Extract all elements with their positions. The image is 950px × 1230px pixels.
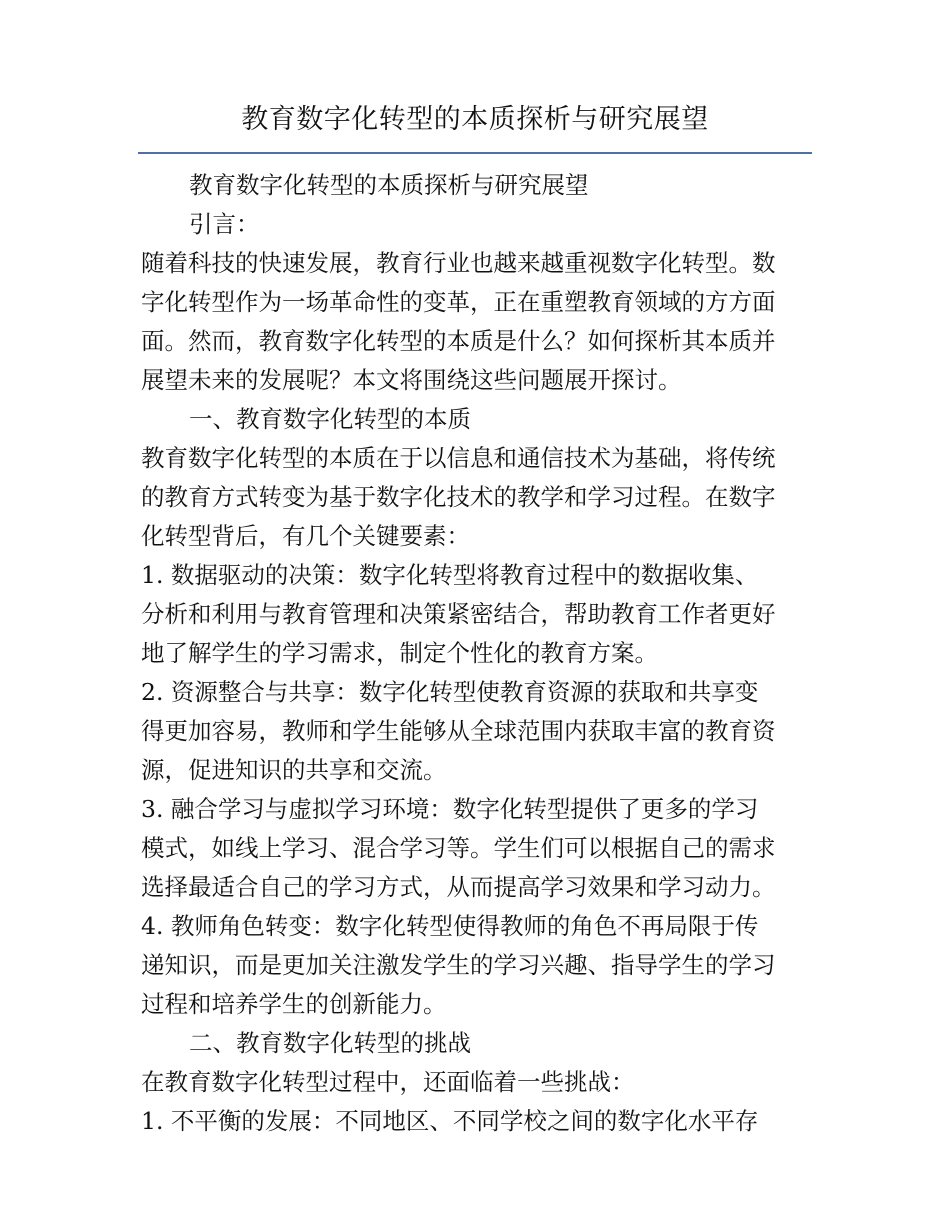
text-line: 4. 教师角色转变：数字化转型使得教师的角色不再局限于传: [141, 912, 759, 940]
text-line: 2. 资源整合与共享：数字化转型使教育资源的获取和共享变: [141, 678, 759, 706]
text-line: 一、教育数字化转型的本质: [189, 405, 471, 433]
text-line: 教育数字化转型的本质在于以信息和通信技术为基础，将传统: [141, 444, 776, 472]
text-line: 递知识，而是更加关注激发学生的学习兴趣、指导学生的学习: [141, 951, 776, 979]
text-line: 教育数字化转型的本质探析与研究展望: [189, 171, 589, 199]
text-line: 在教育数字化转型过程中，还面临着一些挑战：: [141, 1068, 635, 1096]
text-line: 3. 融合学习与虚拟学习环境：数字化转型提供了更多的学习: [141, 795, 759, 823]
document-title: 教育数字化转型的本质探析与研究展望: [241, 104, 709, 135]
text-line: 字化转型作为一场革命性的变革，正在重塑教育领域的方方面: [141, 288, 776, 316]
text-line: 随着科技的快速发展，教育行业也越来越重视数字化转型。数: [141, 249, 776, 277]
text-line: 展望未来的发展呢？本文将围绕这些问题展开探讨。: [141, 366, 682, 394]
text-line: 的教育方式转变为基于数字化技术的教学和学习过程。在数字: [141, 483, 776, 511]
text-line: 1. 不平衡的发展：不同地区、不同学校之间的数字化水平存: [141, 1107, 759, 1135]
text-line: 分析和利用与教育管理和决策紧密结合，帮助教育工作者更好: [141, 600, 776, 628]
text-line: 引言：: [189, 210, 260, 238]
text-line: 过程和培养学生的创新能力。: [141, 990, 447, 1018]
text-line: 模式，如线上学习、混合学习等。学生们可以根据自己的需求: [141, 834, 776, 862]
text-line: 地了解学生的学习需求，制定个性化的教育方案。: [141, 639, 658, 667]
text-line: 二、教育数字化转型的挑战: [189, 1029, 471, 1057]
text-line: 得更加容易，教师和学生能够从全球范围内获取丰富的教育资: [141, 717, 776, 745]
text-line: 源，促进知识的共享和交流。: [141, 756, 447, 784]
document-body: [141, 166, 811, 1141]
text-line: 选择最适合自己的学习方式，从而提高学习效果和学习动力。: [141, 873, 776, 901]
title-divider: [138, 152, 812, 154]
text-line: 化转型背后，有几个关键要素：: [141, 522, 470, 550]
text-line: 1. 数据驱动的决策：数字化转型将教育过程中的数据收集、: [141, 561, 759, 589]
text-line: 面。然而，教育数字化转型的本质是什么？如何探析其本质并: [141, 327, 776, 355]
